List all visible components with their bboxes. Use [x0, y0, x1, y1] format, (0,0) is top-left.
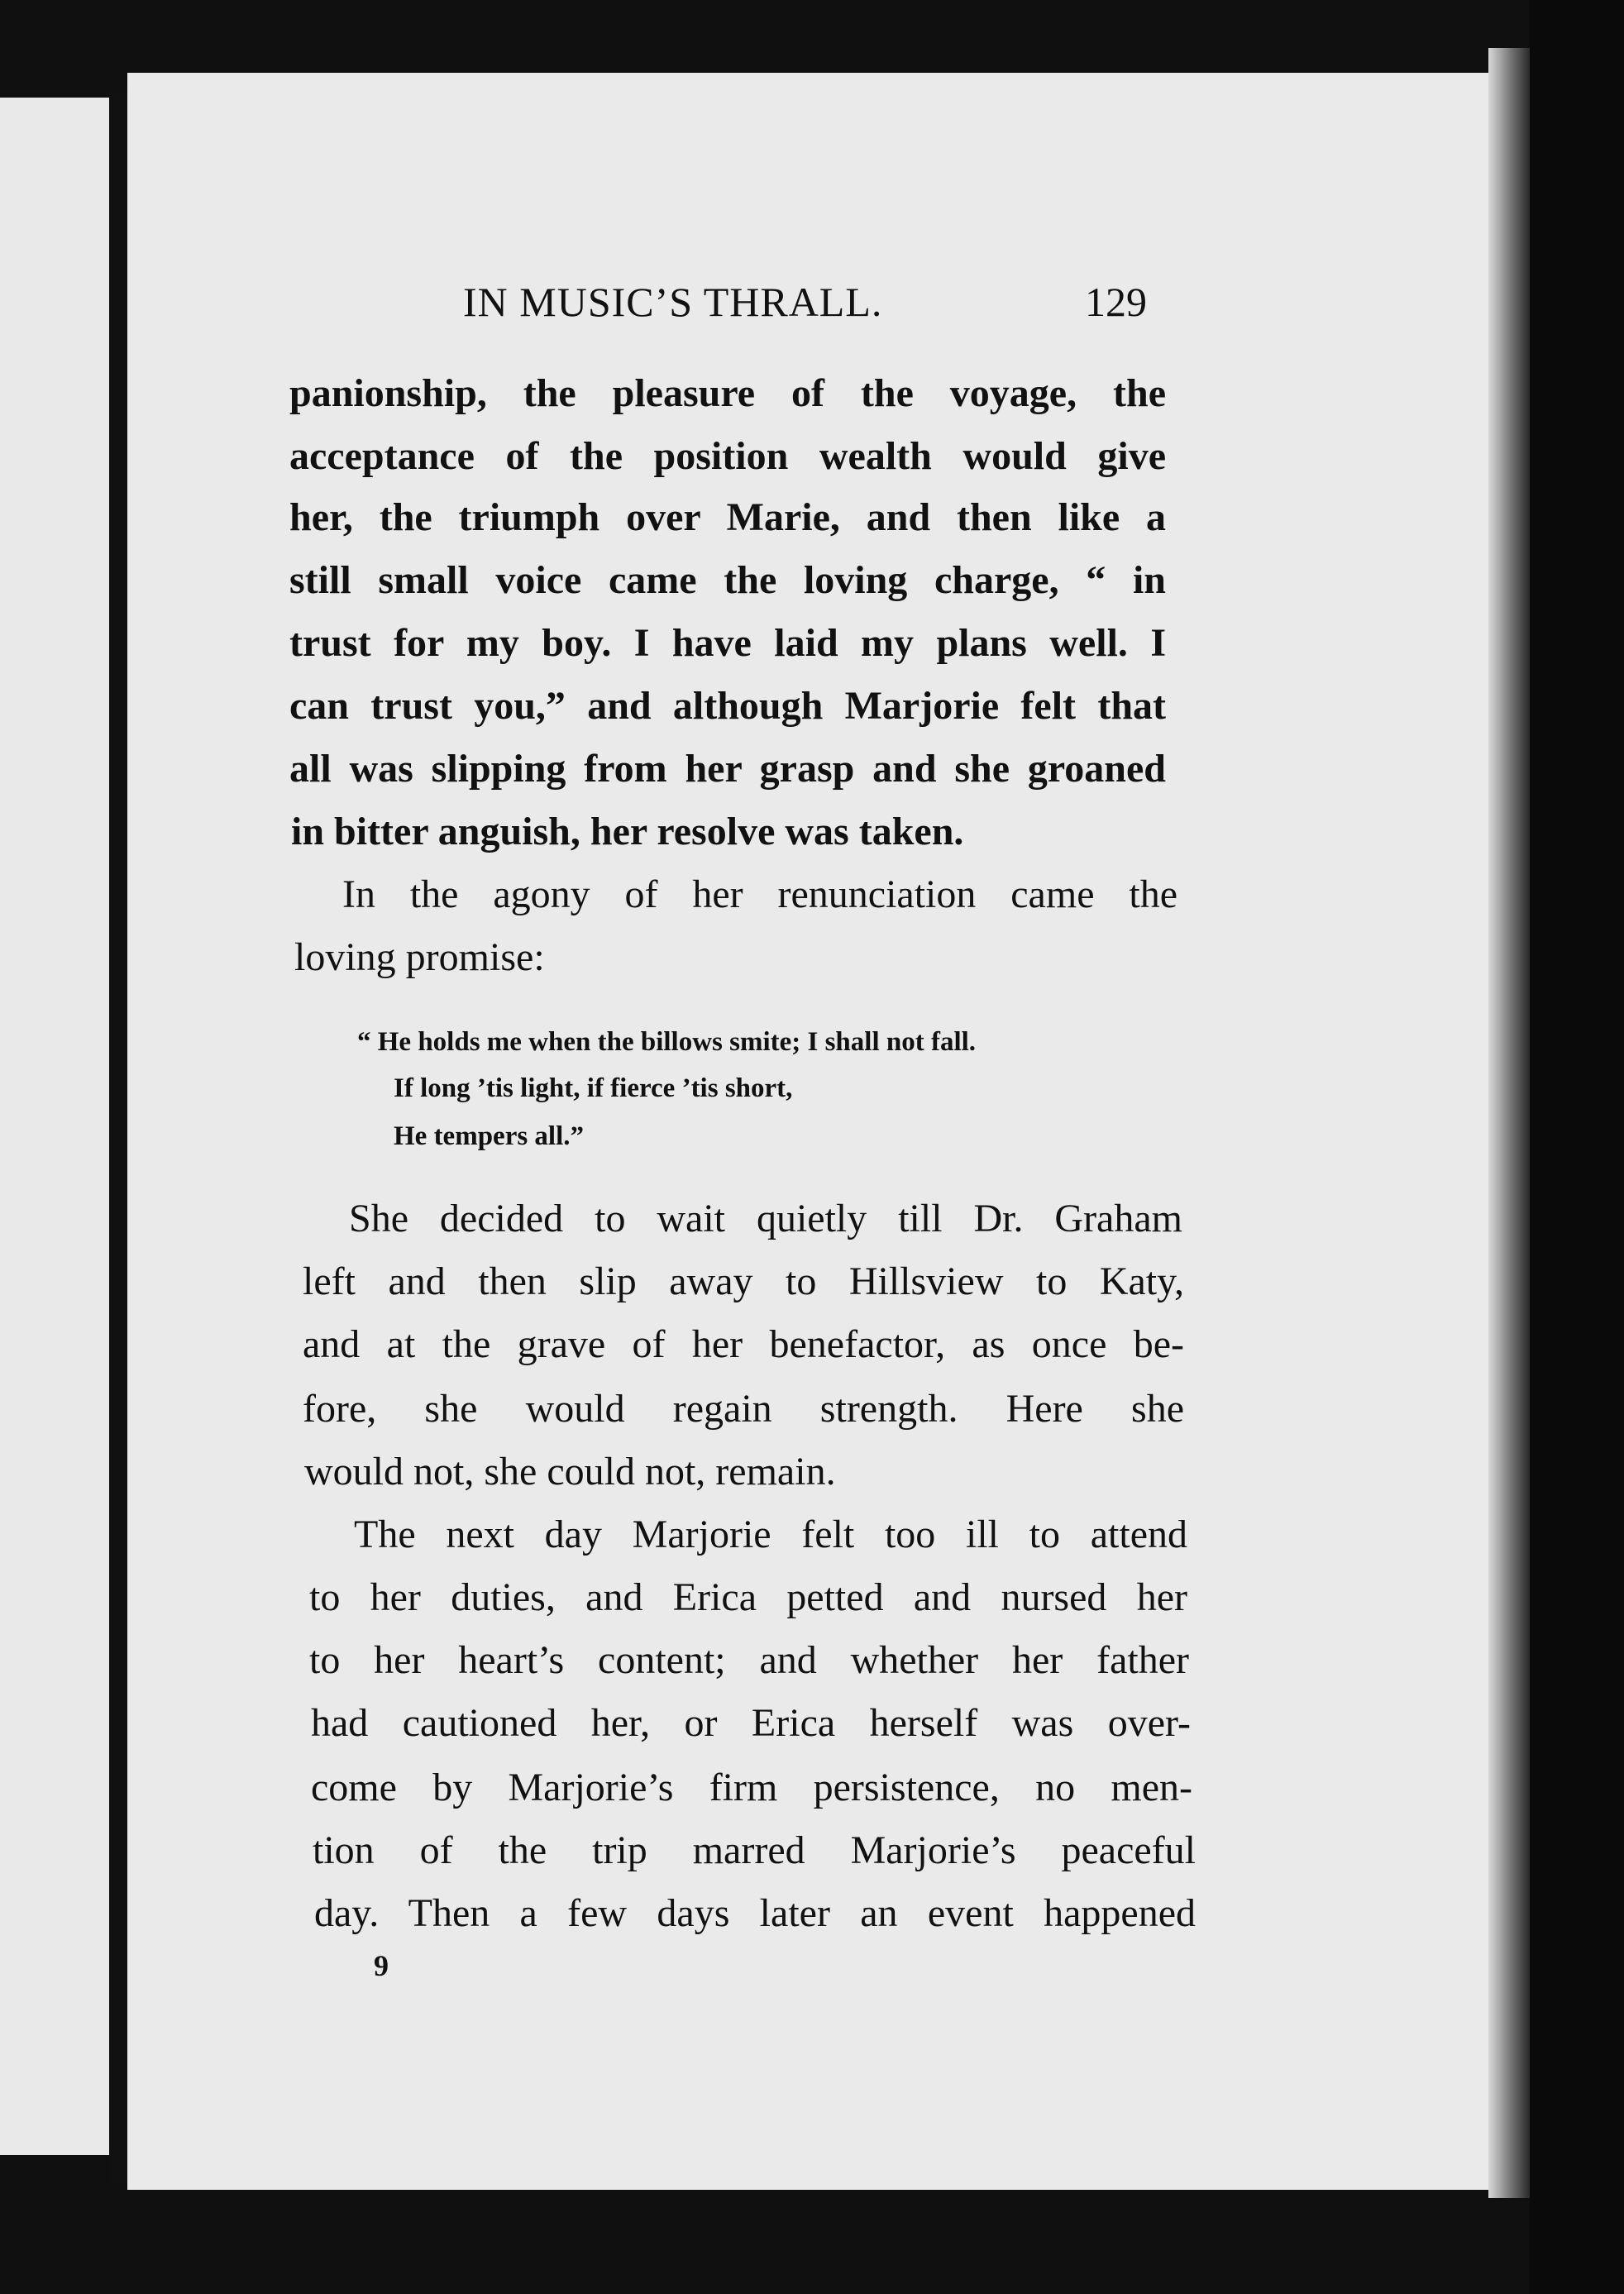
text-line: had cautioned her, or Erica herself was over-: [311, 1701, 1191, 1745]
book-gutter: [109, 91, 127, 2183]
text-line: panionship, the pleasure of the voyage, the: [289, 371, 1166, 415]
text-line: can trust you,” and although Marjorie felt that: [289, 684, 1166, 728]
text-line: still small voice came the loving charge, “ in: [289, 558, 1166, 602]
text-line: in bitter anguish, her resolve was taken.: [291, 810, 964, 853]
text-line: In the agony of her renunciation came the: [342, 872, 1177, 916]
text-line: her, the triumph over Marie, and then like a: [289, 495, 1166, 539]
page-stack-edge: [1488, 48, 1530, 2198]
text-line: would not, she could not, remain.: [304, 1450, 836, 1493]
verse-line: “ He holds me when the billows smite; I shall not fall.: [357, 1027, 977, 1057]
text-line: loving promise:: [294, 935, 545, 979]
verse-line: He tempers all.”: [394, 1121, 585, 1151]
facing-page-edge: [0, 98, 109, 2155]
text-line: trust for my boy. I have laid my plans well. I: [289, 621, 1166, 665]
running-title: IN MUSIC’S THRALL.: [463, 279, 883, 325]
scan-background: [1530, 0, 1624, 2294]
text-line: to her heart’s content; and whether her father: [309, 1638, 1189, 1682]
verse-line: If long ’tis light, if fierce ’tis short,: [394, 1073, 793, 1103]
text-line: left and then slip away to Hillsview to Katy,: [303, 1259, 1184, 1303]
text-line: and at the grave of her benefactor, as once be-: [303, 1322, 1184, 1366]
text-line: The next day Marjorie felt too ill to attend: [354, 1513, 1187, 1556]
text-line: She decided to wait quietly till Dr. Graham: [349, 1197, 1182, 1240]
text-line: acceptance of the position wealth would give: [289, 434, 1166, 478]
text-line: day. Then a few days later an event happened: [314, 1891, 1196, 1935]
text-line: to her duties, and Erica petted and nursed her: [309, 1575, 1187, 1619]
text-line: all was slipping from her grasp and she groaned: [289, 747, 1166, 791]
text-line: fore, she would regain strength. Here she: [303, 1387, 1184, 1431]
text-line: tion of the trip marred Marjorie’s peaceful: [313, 1828, 1196, 1872]
text-line: come by Marjorie’s firm persistence, no men-: [311, 1766, 1192, 1809]
signature-mark: 9: [374, 1949, 389, 1982]
page-number: 129: [1085, 279, 1147, 325]
